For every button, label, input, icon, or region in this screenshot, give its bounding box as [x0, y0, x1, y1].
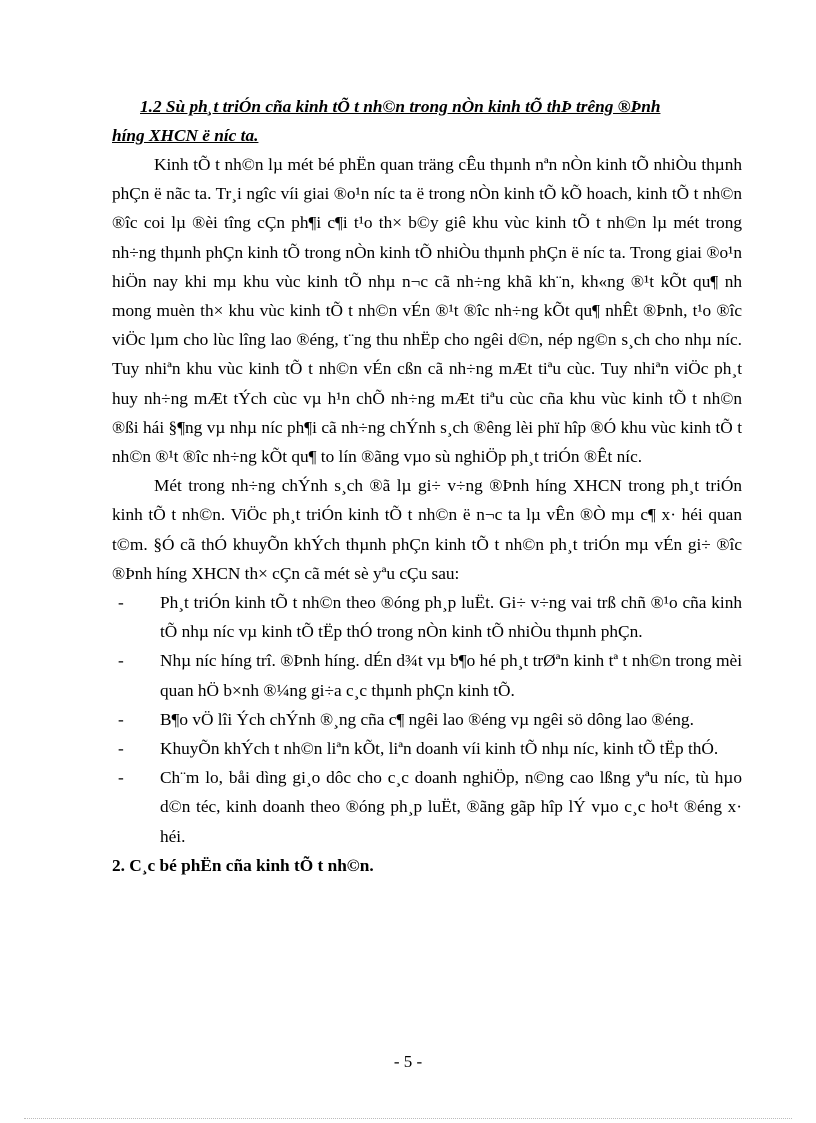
bullet-dash: -: [118, 768, 124, 788]
list-item-text: B¶o vÖ lîi Ých chÝnh ®¸ng cña c¶ ngêi lao ®éng vµ ngêi sö dông lao ®éng.: [160, 709, 694, 729]
list-item-text: Ch¨m lo, båi dìng gi¸o dôc cho c¸c doanh nghiÖp, n©ng cao lßng yªu níc, tù hµo d©n téc, kinh doanh theo ®óng ph¸p luËt, ®ãng gãp hîp lÝ vµo c¸c ho¹t ®éng x· héi.: [160, 768, 742, 846]
list-item: [112, 734, 742, 763]
bullet-dash: -: [118, 709, 124, 729]
list-item-text: KhuyÕn khÝch t nh©n liªn kÕt, liªn doanh víi kinh tÕ nhµ níc, kinh tÕ tËp thÓ.: [160, 739, 719, 759]
body-paragraph: Kinh tÕ t nh©n lµ mét bé phËn quan träng cÊu thµnh nªn nÒn kinh tÕ nhiÒu thµnh phÇn ë nãc ta. Tr¸i ngîc víi giai ®o¹n níc ta ë trong nÒn kinh tÕ kÕ hoach, kinh tÕ t nh©n ®îc coi lµ ®èi tîng cÇn ph¶i c¶i t¹o th× b©y giê khu vùc kinh tÕ t nh©n lµ mét trong nh÷ng thµnh phÇn kinh tÕ trong nÒn kinh tÕ nhiÒu thµnh phÇn ë níc ta. Trong giai ®o¹n hiÖn nay khi mµ khu vùc kinh tÕ nhµ n¬c cã nh÷ng khã kh¨n, kh«ng ®¹t kÕt qu¶ nh mong muèn th× khu vùc kinh tÕ t nh©n vÉn ®¹t ®îc nh÷ng kÕt qu¶ nhÊt ®Þnh, t¹o ®îc viÖc lµm cho lùc lîng lao ®éng, t¨ng thu nhËp cho ngêi d©n, nép ng©n s¸ch cho nhµ níc. Tuy nhiªn khu vùc kinh tÕ t nh©n vÉn cßn cã nh÷ng mÆt tiªu cùc. Tuy nhiªn viÖc ph¸t huy nh÷ng mÆt tÝch cùc vµ h¹n chÕ nh÷ng mÆt tiªu cùc cña khu vùc kinh tÕ t nh©n ®ßi hái §¶ng vµ nhµ níc ph¶i cã nh÷ng chÝnh s¸ch ®êng lèi phï hîp ®Ó khu vùc kinh tÕ t nh©n ®¹t ®îc nh÷ng kÕt qu¶ to lín ®ãng vµo sù nghiÖp ph¸t triÓn ®Êt níc.: [112, 155, 742, 467]
list-item-text: Nhµ níc híng trî. ®Þnh híng. dÉn d¾t vµ b¶o hé ph¸t trØªn kinh tª t nh©n trong mèi quan hÖ b×nh ®¼ng gi÷a c¸c thµnh phÇn kinh tÕ.: [160, 651, 742, 700]
requirement-list: [112, 588, 742, 851]
section-2-heading: 2. C¸c bé phËn cña kinh tÕ t nh©n.: [112, 855, 374, 875]
section-heading-line-2: híng XHCN ë níc ta.: [112, 126, 259, 145]
list-item: [112, 763, 742, 851]
document-page: [112, 92, 742, 880]
page-bottom-divider: [24, 1118, 792, 1119]
bullet-dash: -: [118, 593, 124, 613]
bullet-dash: -: [118, 651, 124, 671]
page-number: - 5 -: [393, 1052, 423, 1071]
list-item-text: Ph¸t triÓn kinh tÕ t nh©n theo ®óng ph¸p luËt. Gi÷ v÷ng vai trß chñ ®¹o cña kinh tÕ nhµ níc vµ kinh tÕ tËp thÓ trong nÒn kinh tÕ nhiÒu thµnh phÇn.: [160, 593, 742, 642]
bullet-dash: -: [118, 739, 124, 759]
list-item: [112, 705, 742, 734]
section-heading-line-1: 1.2 Sù ph¸t triÓn cña kinh tÕ t nh©n trong nÒn kinh tÕ thÞ trêng ®Þnh: [140, 97, 661, 116]
body-paragraph: Mét trong nh÷ng chÝnh s¸ch ®ã lµ gi÷ v÷ng ®Þnh híng XHCN trong ph¸t triÓn kinh tÕ t nh©n. ViÖc ph¸t triÓn kinh tÕ t nh©n ë n¬c ta lµ vÊn ®Ò mµ c¶ x· héi quan t©m. §Ó cã thÓ khuyÕn khÝch thµnh phÇn kinh tÕ t nh©n ph¸t triÓn mµ vÉn gi÷ ®îc ®Þnh híng XHCN th× cÇn cã mét sè yªu cÇu sau:: [112, 476, 742, 583]
list-item: [112, 588, 742, 646]
list-item: [112, 646, 742, 704]
section-heading: [112, 92, 742, 150]
